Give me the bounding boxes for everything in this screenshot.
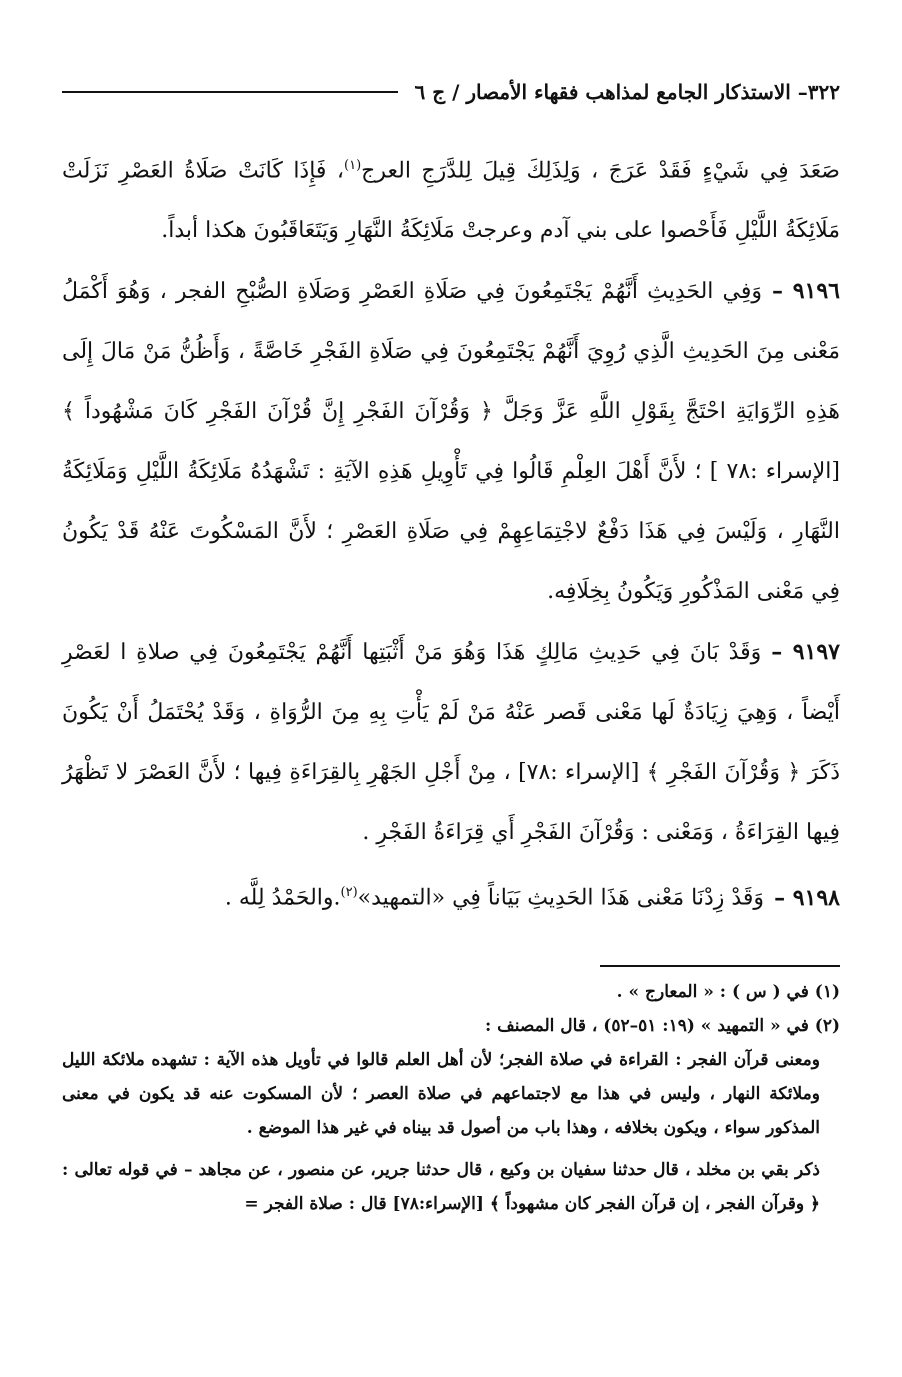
paragraph-number: ٩١٩٦ – [771, 278, 840, 305]
footnote-quote: ومعنى قرآن الفجر : القراءة في صلاة الفجر؛ لأن أهل العلم قالوا في تأويل هذه الآية : تشهده ملائكة الليل وملائكة النهار ، وليس في هذا مع لاجتماعهم في صلاة العصر ؛ لأن المسكوت عنه قد يكون في معنى المذكور سواء ، ويكون بخلافه ، وهذا باب من أصول قد بيناه في غير هذا الموضع . [62, 1049, 820, 1138]
numbered-paragraph [62, 622, 840, 863]
footnote-ref: (١) [344, 158, 362, 173]
running-head-title: ٣٢٢– الاستذكار الجامع لمذاهب فقهاء الأمصار / ج ٦ [414, 80, 840, 104]
header-rule [62, 91, 398, 93]
footnote-separator [600, 965, 840, 967]
paragraph-text: .والحَمْدُ لِلَّه . [224, 885, 341, 911]
footnote-2: (٢) في « التمهيد » (١٩: ٥١–٥٢) ، قال المصنف : [484, 1015, 840, 1036]
numbered-paragraph [62, 261, 840, 622]
footnote-1: (١) في ( س ) : « المعارج » . [616, 981, 840, 1002]
continuation-paragraph [62, 136, 840, 261]
paragraph-text: وَفِي الحَدِيثِ أَنَّهُمْ يَجْتَمِعُونَ فِي صَلَاةِ العَصْرِ وَصَلَاةِ الصُّبْحِ الفجر ، وَهُوَ أَكْمَلُ مَعْنى مِنَ الحَدِيثِ الَّذِي رُوِيَ أَنَّهُمْ يَجْتَمِعُونَ فِي صَلَاةِ الفَجْرِ خَاصَّةً ، وَأَظُنُّ مَنْ مَالَ إِلَى هَذِهِ الرِّوَايَةِ احْتَجَّ بِقَوْلِ اللَّهِ عَزَّ وَجَلَّ ﴿ وَقُرْآنَ الفَجْرِ إِنَّ قُرْآنَ الفَجْرِ كَانَ مَشْهُوداً ﴾ [الإسراء :٧٨ ] ؛ لأَنَّ أَهْلَ العِلْمِ قَالُوا فِي تَأْوِيلِ هَذِهِ الآيَةِ : تَشْهَدُهُ مَلَائِكَةُ اللَّيْلِ وَمَلَائِكَةُ النَّهَارِ ، وَلَيْسَ فِي هَذَا دَفْعٌ لاجْتِمَاعِهِمْ فِي صَلَاةِ العَصْرِ ؛ لأَنَّ المَسْكُوتَ عَنْهُ قَدْ يَكُونُ فِي مَعْنى المَذْكُورِ وَيَكُونُ بِخِلَافِه. [62, 279, 840, 605]
footnote-ref: (٢) [340, 885, 358, 901]
paragraph-number: ٩١٩٧ – [771, 639, 840, 666]
numbered-paragraph [62, 863, 840, 928]
footnote-quote: ذكر بقي بن مخلد ، قال حدثنا سفيان بن وكيع ، قال حدثنا جرير، عن منصور ، عن مجاهد – في قوله تعالى : ﴿ وقرآن الفجر ، إن قرآن الفجر كان مشهوداً ﴾ [الإسراء:٧٨] قال : صلاة الفجر = [62, 1159, 820, 1214]
main-text [62, 136, 840, 929]
running-head [62, 72, 840, 112]
paragraph-text: ، فَإِذَا كَانَتْ صَلَاةُ العَصْرِ نَزَلَتْ مَلَائِكَةُ اللَّيْلِ فَأَحْصوا على بني آدم وعرجتْ مَلَائِكَةُ النَّهَارِ وَيَتَعَاقَبُونَ هكذا أبداً. [62, 158, 840, 244]
footnotes [62, 975, 840, 1221]
paragraph-text: وَقَدْ زِدْنَا مَعْنى هَذَا الحَدِيثِ بَيَاناً فِي «التمهيد» [357, 885, 765, 911]
paragraph-number: ٩١٩٨ – [774, 884, 840, 911]
paragraph-text: وَقَدْ بَانَ فِي حَدِيثِ مَالِكٍ هَذَا وَهُوَ مَنْ أَثْبَتِها أَنَّهُمْ يَجْتَمِعُونَ فِي صلاةِ ا لعَصْرِ أَيْضاً ، وَهِيَ زِيَادَةٌ لَها مَعْنى قَصر عَنْهُ مَنْ لَمْ يَأْتِ بِهِ مِنَ الرُّوَاةِ ، وَقَدْ يُحْتَمَلُ أَنْ يَكُونَ ذَكَرَ ﴿ وَقُرْآنَ الفَجْرِ ﴾ [الإسراء :٧٨] ، مِنْ أَجْلِ الجَهْرِ بِالقِرَاءَةِ فِيها ؛ لأَنَّ العَصْرَ لا تَظْهَرُ فِيها القِرَاءَةُ ، وَمَعْنى : وَقُرْآنَ الفَجْرِ أَي قِرَاءَةُ الفَجْرِ . [62, 640, 840, 846]
paragraph-text: صَعَدَ فِي شَيْءٍ فَقَدْ عَرَجَ ، وَلِذَلِكَ قِيلَ لِلدَّرَجِ العرج [361, 158, 840, 184]
